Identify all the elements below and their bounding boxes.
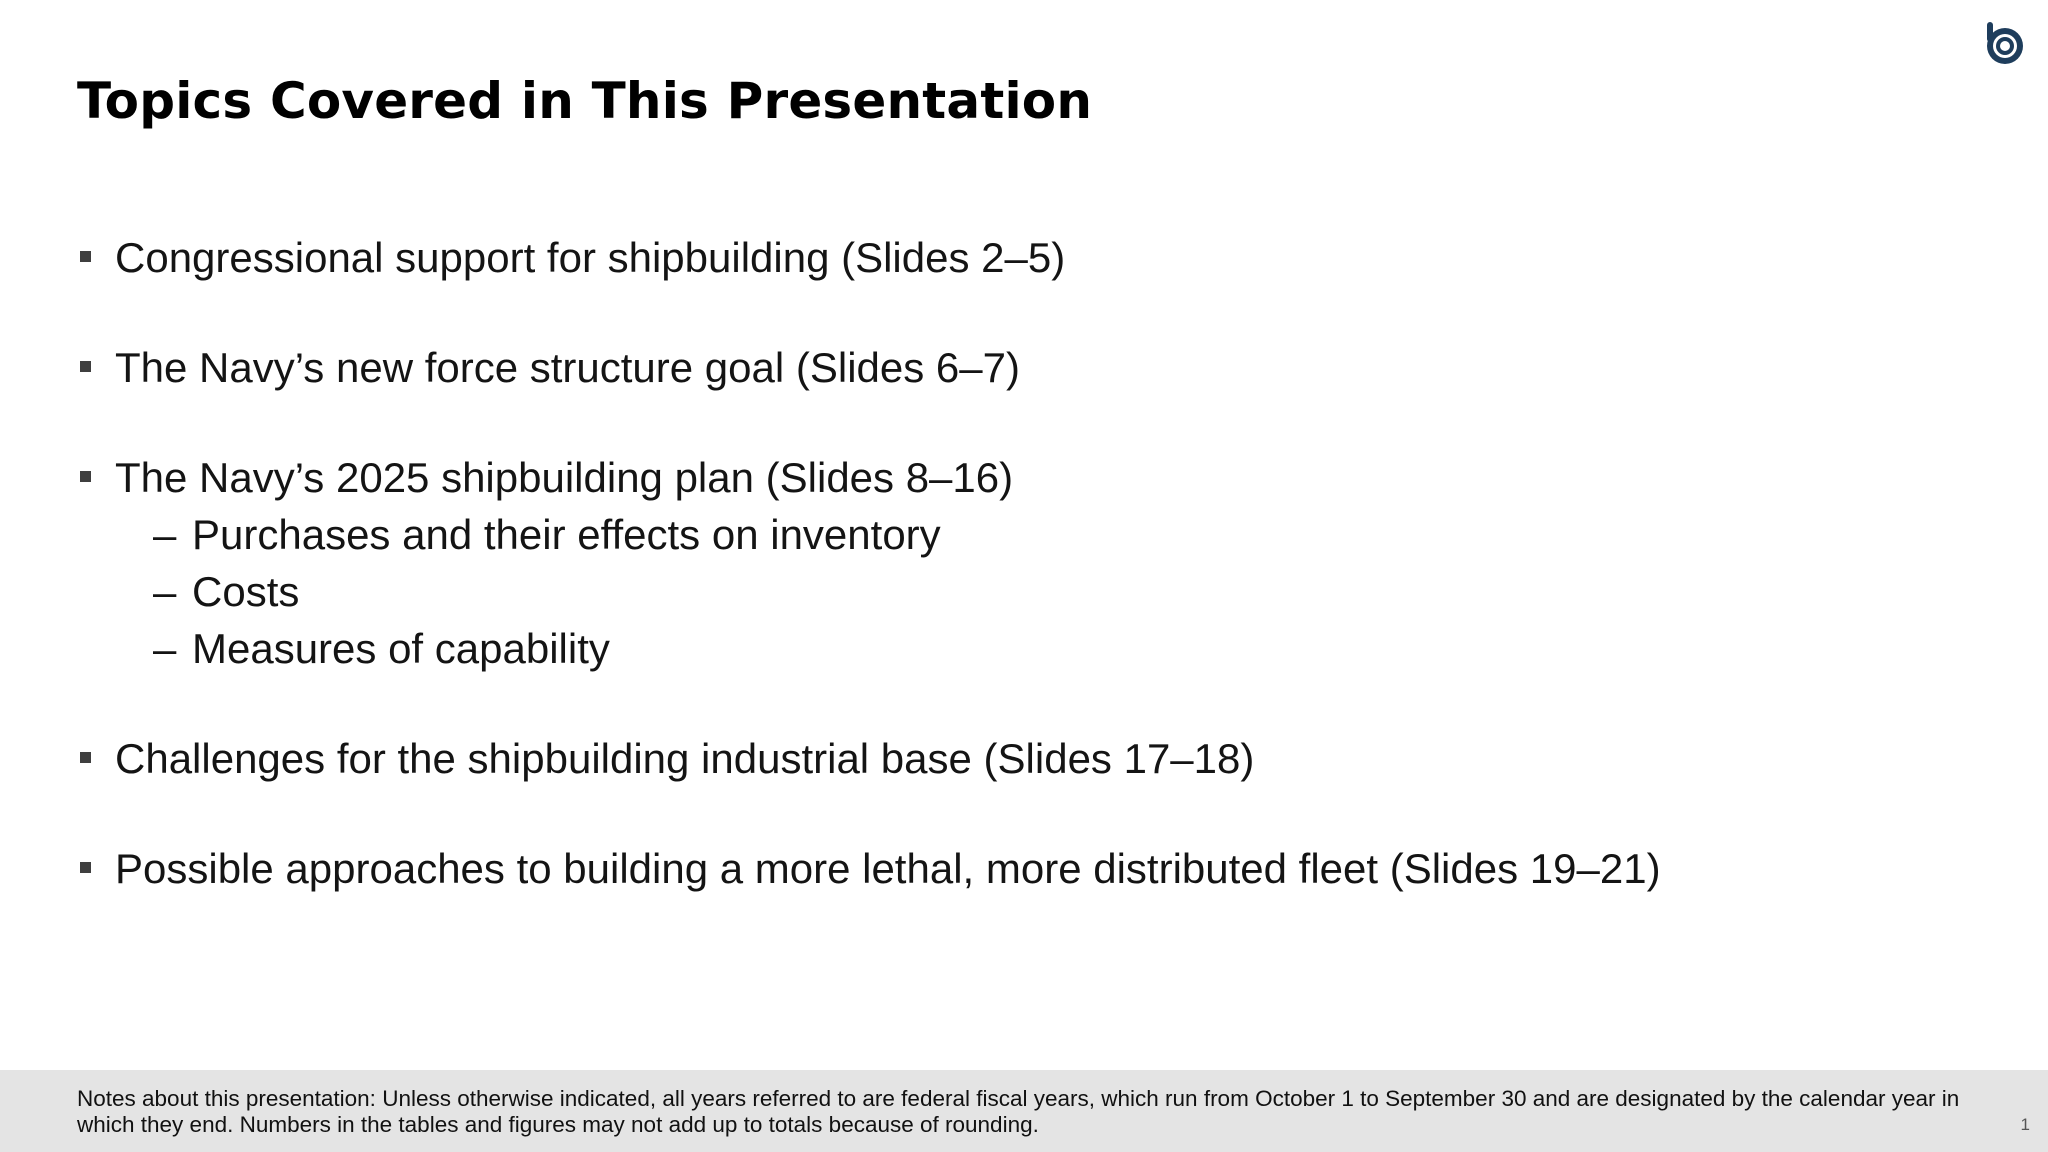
topic-item (76, 339, 1976, 396)
square-bullet-icon (80, 752, 91, 763)
circular-swirl-logo-icon (1982, 20, 2028, 66)
topic-item (76, 449, 1976, 677)
topic-text: The Navy’s 2025 shipbuilding plan (Slides 8–16) (115, 454, 1014, 501)
subtopic-text: Measures of capability (192, 625, 610, 672)
topic-item (76, 730, 1976, 787)
slide-title: Topics Covered in This Presentation (77, 72, 1093, 130)
notes-footer (0, 1070, 2048, 1152)
dash-bullet: – (153, 568, 177, 615)
subtopic-item (153, 563, 1976, 620)
topic-text: The Navy’s new force structure goal (Slides 6–7) (115, 344, 1020, 391)
page-number: 1 (2020, 1115, 2030, 1134)
subtopic-item (153, 620, 1976, 677)
square-bullet-icon (80, 251, 91, 262)
topic-item (76, 229, 1976, 286)
topic-text: Challenges for the shipbuilding industrial base (Slides 17–18) (115, 735, 1255, 782)
square-bullet-icon (80, 471, 91, 482)
dash-bullet: – (153, 625, 177, 672)
notes-text: Notes about this presentation: Unless otherwise indicated, all years referred to are federal fiscal years, which run from October 1 to September 30 and are designated by the calendar year in which they end. Numbers in the tables and figures may not add up to totals because of rounding. (77, 1086, 1960, 1137)
topic-text: Congressional support for shipbuilding (Slides 2–5) (115, 234, 1066, 281)
square-bullet-icon (80, 862, 91, 873)
subtopic-text: Costs (192, 568, 300, 615)
dash-bullet: – (153, 511, 177, 558)
topic-list (76, 229, 1976, 897)
topic-item (76, 840, 1976, 897)
subtopic-item (153, 506, 1976, 563)
square-bullet-icon (80, 361, 91, 372)
topic-text: Possible approaches to building a more lethal, more distributed fleet (Slides 19–21) (115, 845, 1661, 892)
subtopic-list (115, 506, 1976, 677)
subtopic-text: Purchases and their effects on inventory (192, 511, 941, 558)
